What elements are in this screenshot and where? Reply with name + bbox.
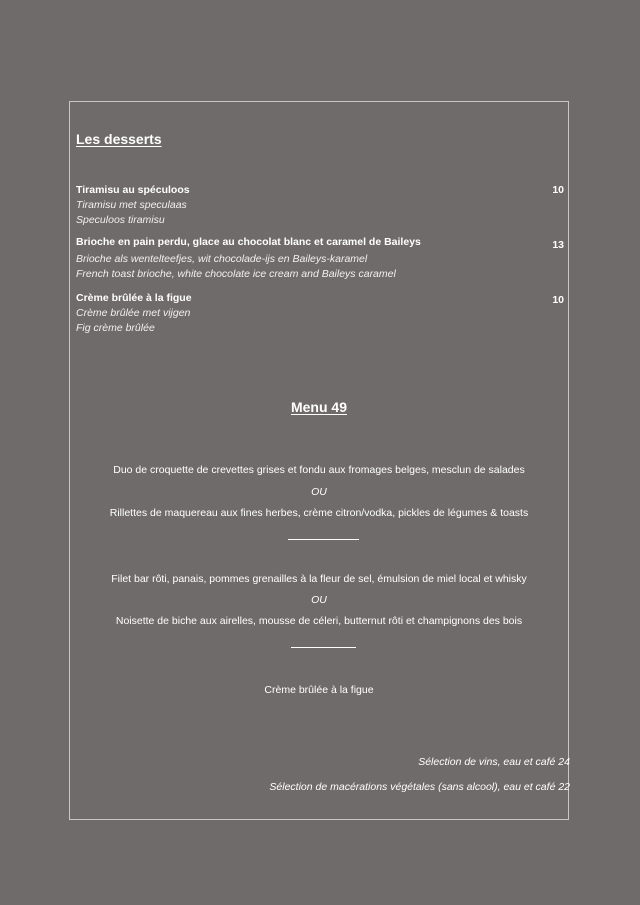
- menu-title: Menu 49: [290, 399, 347, 415]
- main-option-1: Filet bar rôti, panais, pommes grenailles à la fleur de sel, émulsion de miel local et whisky: [111, 573, 527, 585]
- starter-option-2: Rillettes de maquereau aux fines herbes, crème citron/vodka, pickles de légumes & toasts: [109, 507, 529, 519]
- dessert-translation-nl: Brioche als wentelteefjes, wit chocolade-ijs en Baileys-karamel: [76, 253, 368, 265]
- dessert-name: Brioche en pain perdu, glace au chocolat blanc et caramel de Baileys: [76, 236, 421, 248]
- course-divider: [291, 647, 356, 648]
- course-divider: [288, 539, 359, 540]
- dessert-name: Tiramisu au spéculoos: [76, 184, 190, 196]
- main-option-2: Noisette de biche aux airelles, mousse de céleri, butternut rôti et champignons des bois: [115, 615, 523, 627]
- starter-option-1: Duo de croquette de crevettes grises et fondu aux fromages belges, mesclun de salades: [113, 464, 525, 476]
- or-label: OU: [311, 486, 327, 498]
- non-alcoholic-pairing: Sélection de macérations végétales (sans alcool), eau et café 22: [269, 781, 570, 793]
- dessert-price: 10: [552, 294, 564, 306]
- menu-dessert: Crème brûlée à la figue: [264, 684, 374, 696]
- wine-pairing: Sélection de vins, eau et café 24: [418, 756, 570, 768]
- or-label: OU: [311, 594, 327, 606]
- dessert-price: 10: [552, 184, 564, 196]
- dessert-translation-nl: Tiramisu met speculaas: [76, 199, 187, 211]
- dessert-translation-en: Speculoos tiramisu: [76, 214, 165, 226]
- dessert-translation-en: Fig crème brûlée: [76, 322, 155, 334]
- dessert-translation-en: French toast brioche, white chocolate ice cream and Baileys caramel: [76, 268, 396, 280]
- dessert-name: Crème brûlée à la figue: [76, 292, 192, 304]
- dessert-price: 13: [552, 239, 564, 251]
- menu-title-wrap: [69, 399, 569, 415]
- dessert-translation-nl: Crème brûlée met vijgen: [76, 307, 191, 319]
- desserts-title: Les desserts: [76, 131, 162, 147]
